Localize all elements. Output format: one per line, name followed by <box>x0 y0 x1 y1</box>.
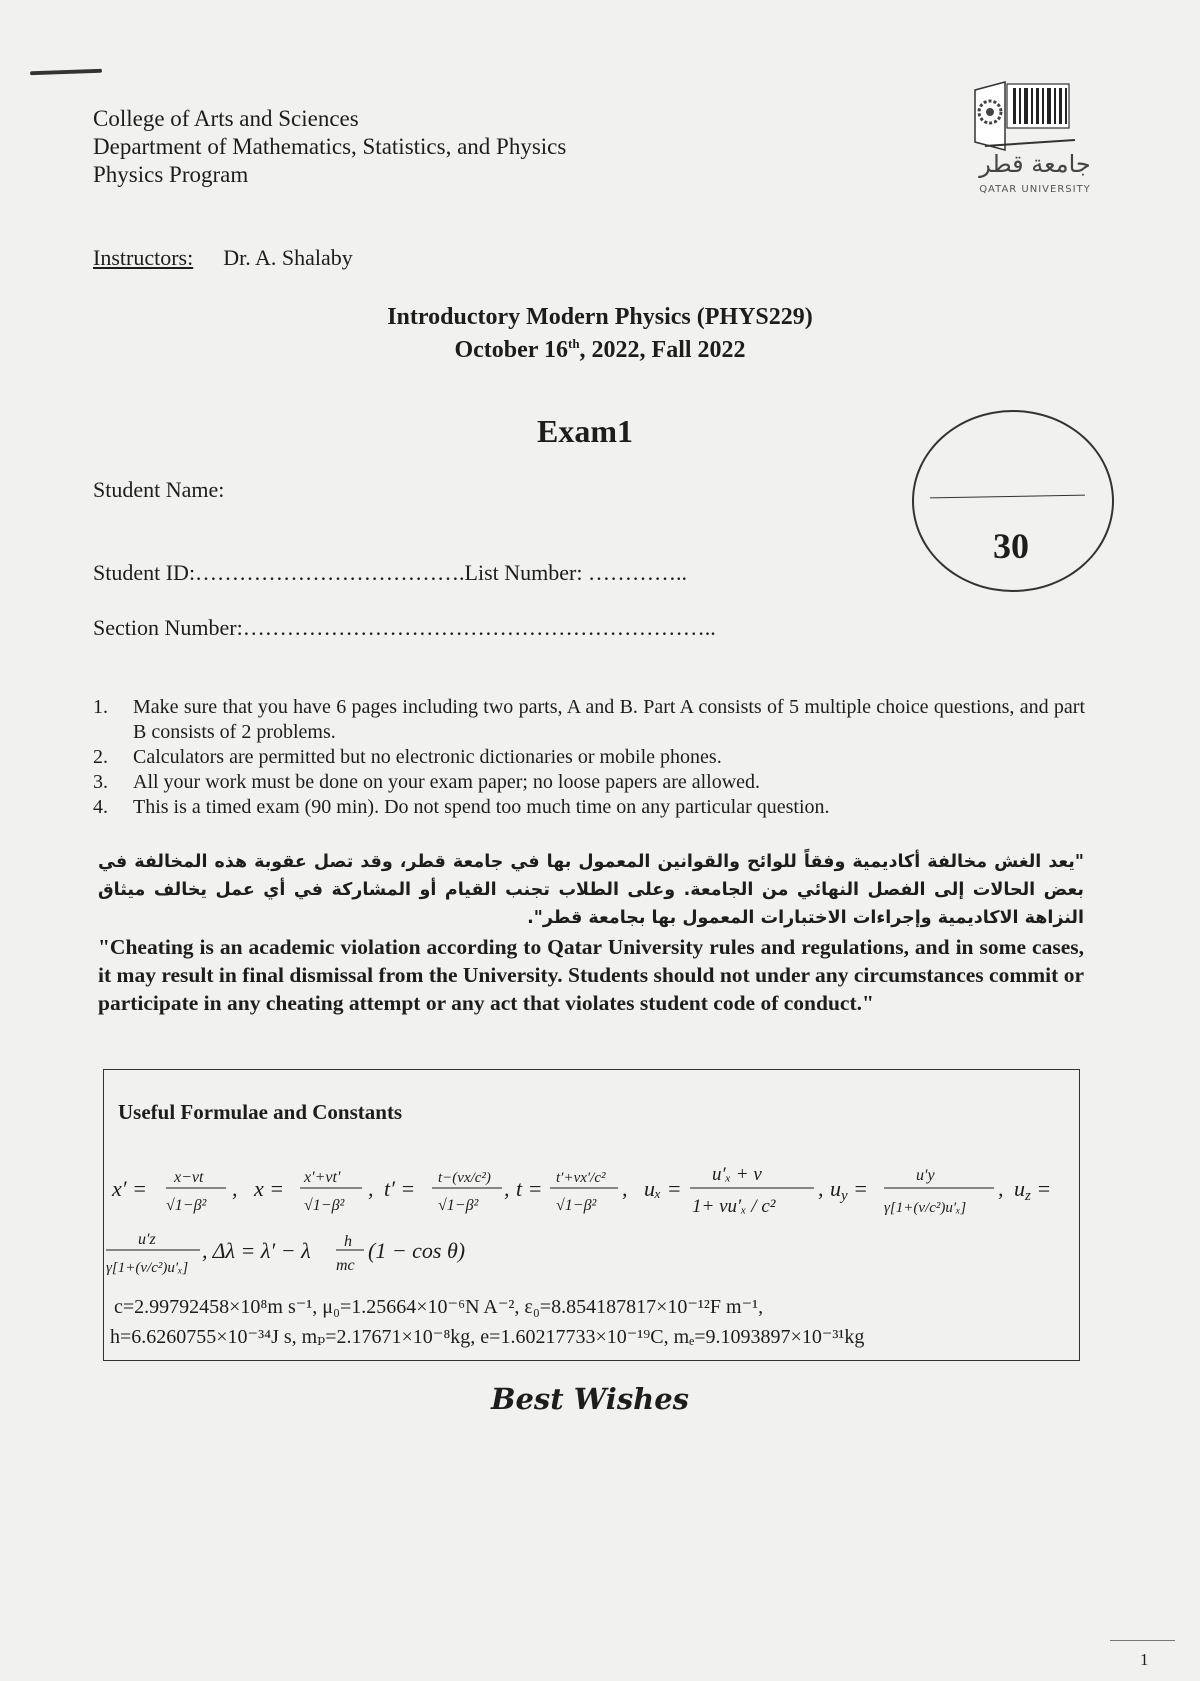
svg-text:u′z: u′z <box>138 1231 156 1248</box>
logo-arabic-name: جامعة قطر <box>979 150 1091 178</box>
exam-date: October 16th, 2022, Fall 2022 <box>454 336 746 363</box>
svg-text:u′y: u′y <box>916 1167 935 1184</box>
svg-text:(1 − cos θ): (1 − cos θ) <box>368 1238 466 1263</box>
student-name-field[interactable]: Student Name: <box>93 477 225 502</box>
svg-text:uₓ =: uₓ = <box>644 1176 682 1201</box>
qatar-university-logo <box>965 80 1105 210</box>
svg-text:x′+vt′: x′+vt′ <box>304 1169 341 1186</box>
instructions-list <box>93 695 1085 820</box>
section-number-field[interactable]: Section Number:……………………………………………………….. <box>93 615 716 640</box>
svg-text:t =: t = <box>516 1176 543 1201</box>
instruction-item: 2. Calculators are permitted but no electronic dictionaries or mobile phones. <box>93 746 722 768</box>
relativity-formulae <box>104 1070 1079 1295</box>
svg-text:√1−β²: √1−β² <box>556 1197 597 1214</box>
svg-text:,: , <box>232 1176 238 1201</box>
department-name: Department of Mathematics, Statistics, and Physics <box>93 134 567 159</box>
svg-text:u′ₓ + v: u′ₓ + v <box>712 1164 762 1185</box>
svg-text:,: , <box>818 1176 824 1201</box>
svg-text:, Δλ = λ′ − λ: , Δλ = λ′ − λ <box>202 1238 311 1263</box>
svg-text:mc: mc <box>336 1257 355 1274</box>
logo-english-name: QATAR UNIVERSITY <box>979 184 1091 195</box>
cheating-policy-english: "Cheating is an academic violation according to Qatar University rules and regulations, and in some cases, it may result in final dismissal from the University. Students should not under any circumstances commit or participate in any cheating attempt or any act that violates student code of conduct." <box>98 935 1084 1015</box>
exam-title: Exam1 <box>537 413 633 449</box>
instruction-item: 1. Make sure that you have 6 pages including two parts, A and B. Part A consists of 5 multiple choice questions, and part B consists of 2 problems. <box>93 696 1085 743</box>
course-title: Introductory Modern Physics (PHYS229) <box>387 304 813 330</box>
pen-mark <box>30 69 102 76</box>
constants-line-2: h=6.6260755×10⁻³⁴J s, mₚ=2.17671×10⁻⁸kg, e=1.60217733×10⁻¹⁹C, mₑ=9.1093897×10⁻³¹kg <box>110 1326 865 1348</box>
svg-text:x =: x = <box>254 1176 285 1201</box>
svg-text:√1−β²: √1−β² <box>304 1197 345 1214</box>
logo-emblem-icon <box>965 80 1105 152</box>
svg-text:uz =: uz = <box>1014 1176 1052 1204</box>
svg-text:γ[1+(v/c²)u′ₓ]: γ[1+(v/c²)u′ₓ] <box>106 1260 189 1276</box>
svg-text:t′+vx′/c²: t′+vx′/c² <box>556 1170 606 1186</box>
svg-text:√1−β²: √1−β² <box>438 1197 479 1214</box>
svg-text:t−(vx/c²): t−(vx/c²) <box>438 1170 491 1186</box>
instructors-line <box>93 245 353 271</box>
svg-text:x′ =: x′ = <box>112 1176 147 1201</box>
student-id-field[interactable]: Student ID:……………………………….List Number: ………….. <box>93 560 687 585</box>
cheating-policy-arabic: "يعد الغش مخالفة أكاديمية وفقاً للوائح والقوانين المعمول بها في جامعة قطر، وقد تصل عقوبة هذه المخالفة في بعض الحالات إلى الفصل النهائي من الجامعة. وعلى الطلاب تجنب القيام أو المشاركة في أي عمل يخالف ميثاق النزاهة الاكاديمية وإجراءات الاختبارات المعمول بها بجامعة قطر". <box>98 852 1084 928</box>
svg-text:,: , <box>504 1176 510 1201</box>
formulae-title: Useful Formulae and Constants <box>118 1100 403 1124</box>
program-name: Physics Program <box>93 162 249 187</box>
svg-text:γ[1+(v/c²)u′ₓ]: γ[1+(v/c²)u′ₓ] <box>884 1200 967 1216</box>
svg-text:x−vt: x−vt <box>174 1169 204 1186</box>
instructor-name: Dr. A. Shalaby <box>223 245 353 270</box>
score-total: 30 <box>993 526 1029 566</box>
instructors-label: Instructors: <box>93 245 194 270</box>
svg-text:,: , <box>998 1176 1004 1201</box>
page-number: 1 <box>1140 1650 1149 1669</box>
svg-text:t′ =: t′ = <box>384 1176 416 1201</box>
svg-text:h: h <box>344 1233 352 1250</box>
formulae-box <box>103 1069 1080 1361</box>
constants-line-1: c=2.99792458×10⁸m s⁻¹, μ₀=1.25664×10⁻⁶N A⁻², ε₀=8.854187817×10⁻¹²F m⁻¹, <box>114 1296 764 1318</box>
svg-text:uy =: uy = <box>830 1176 869 1204</box>
svg-text:,: , <box>622 1176 628 1201</box>
svg-text:√1−β²: √1−β² <box>166 1197 207 1214</box>
institution-header <box>93 105 566 189</box>
college-name: College of Arts and Sciences <box>93 106 359 131</box>
page-number-rule <box>1110 1640 1175 1641</box>
instruction-item: 4. This is a timed exam (90 min). Do not spend too much time on any particular question. <box>93 796 830 818</box>
closing-message: Best Wishes <box>490 1382 690 1416</box>
svg-text:1+ vu′ₓ / c²: 1+ vu′ₓ / c² <box>692 1196 776 1217</box>
instruction-item: 3. All your work must be done on your exam paper; no loose papers are allowed. <box>93 771 761 793</box>
svg-text:,: , <box>368 1176 374 1201</box>
